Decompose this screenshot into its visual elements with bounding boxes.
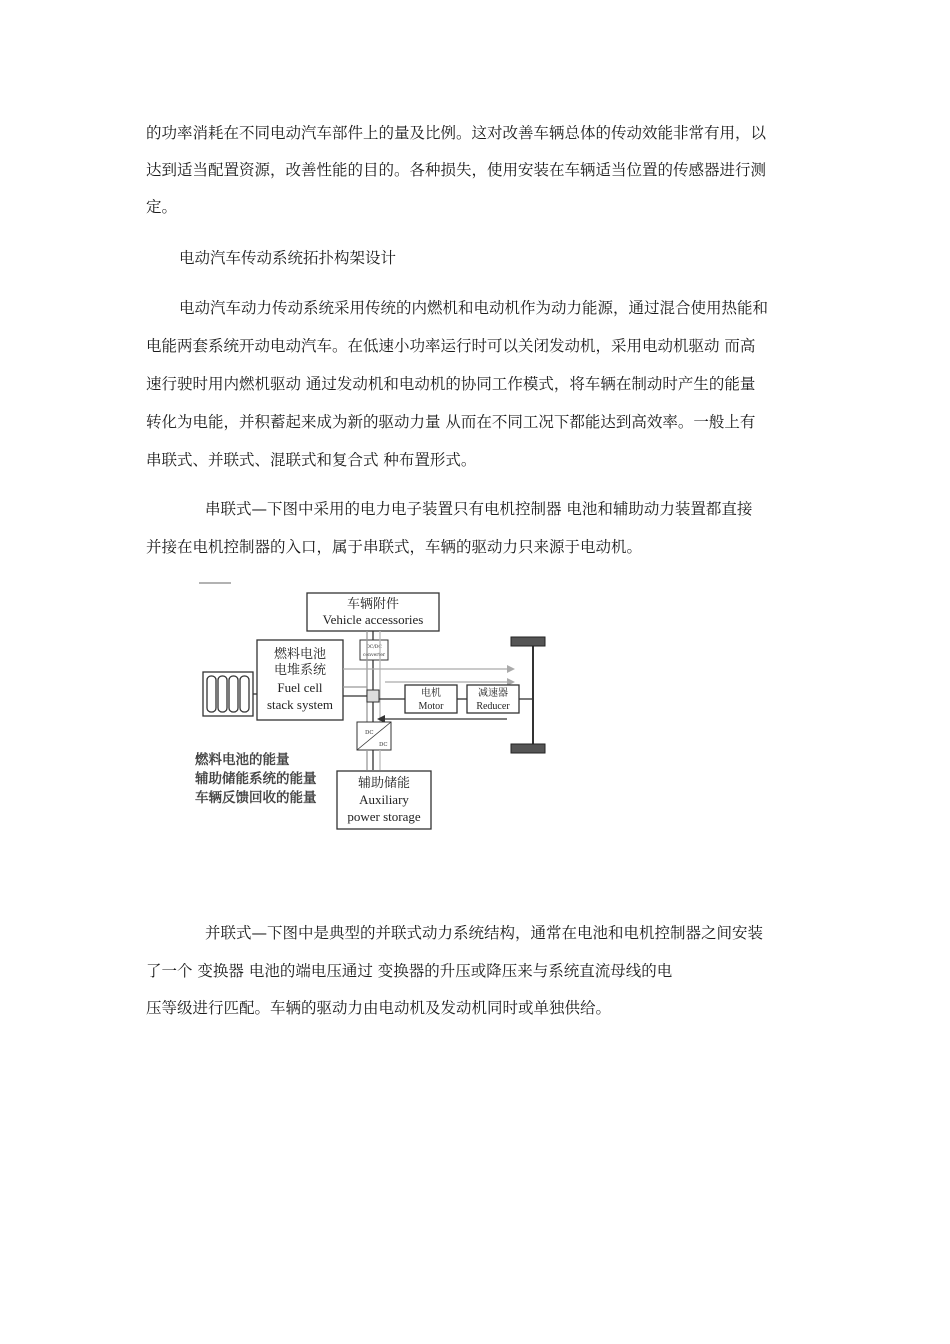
wheel-bottom <box>511 744 545 753</box>
hydrogen-tanks-icon <box>203 672 253 716</box>
paragraph-1-line-1: 的功率消耗在不同电动汽车部件上的量及比例。这对改善车辆总体的传动效能非常有用，以 <box>146 124 767 142</box>
paragraph-1-line-2: 达到适当配置资源，改善性能的目的。各种损失，使用安装在车辆适当位置的传感器进行测 <box>146 161 767 179</box>
fuelcell-en-1: Fuel cell <box>277 680 323 695</box>
diagram-label: DC/DC <box>366 645 382 650</box>
reducer-en: Reducer <box>476 701 510 712</box>
paragraph-3-line-2: 并接在电机控制器的入口，属于串联式，车辆的驱动力只来源于电动机。 <box>146 538 643 556</box>
diagram-label: converter <box>362 653 386 658</box>
paragraph-4-line-2: 了一个 变换器 电池的端电压通过 变换器的升压或降压来与系统直流母线的电 <box>146 962 673 980</box>
fuelcell-cn-2: 电堆系统 <box>273 663 327 678</box>
paragraph-4-line-1: 并联式—下图中是典型的并联式动力系统结构，通常在电池和电机控制器之间安装 <box>205 924 764 942</box>
diagram-legend <box>195 751 317 806</box>
bus-junction <box>367 690 379 702</box>
paragraph-2-line-3: 速行驶时用内燃机驱动 通过发动机和电动机的协同工作模式，将车辆在制动时产生的能量 <box>146 375 756 393</box>
motor-cn: 电机 <box>421 688 441 699</box>
diagram-label: DC <box>379 742 388 748</box>
section-heading: 电动汽车传动系统拓扑构架设计 <box>179 249 397 267</box>
aux-cn: 辅助储能 <box>357 776 411 791</box>
paragraph-1-line-3: 定。 <box>146 198 178 216</box>
accessories-en: Vehicle accessories <box>322 612 424 627</box>
paragraph-2-line-4: 转化为电能，并积蓄起来成为新的驱动力量 从而在不同工况下都能达到高效率。一般上有 <box>146 413 756 431</box>
series-hybrid-diagram <box>195 572 575 842</box>
motor-en: Motor <box>418 701 444 712</box>
accessories-cn: 车辆附件 <box>346 597 400 612</box>
diagram-label: DC <box>365 730 374 736</box>
wheel-top <box>511 637 545 646</box>
fuelcell-cn-1: 燃料电池 <box>273 647 327 662</box>
paragraph-2-line-2: 电能两套系统开动电动汽车。在低速小功率运行时可以关闭发动机，采用电动机驱动 而高 <box>146 337 756 355</box>
fuelcell-en-2: stack system <box>266 697 334 712</box>
paragraph-3-line-1: 串联式—下图中采用的电力电子装置只有电机控制器 电池和辅助动力装置都直接 <box>205 500 753 518</box>
reducer-cn: 减速器 <box>478 688 508 699</box>
legend-item-auxiliary: 辅助储能系统的能量 <box>195 771 317 787</box>
legend-item-regenerative: 车辆反馈回收的能量 <box>195 790 317 806</box>
aux-en-2: power storage <box>347 809 421 824</box>
legend-item-fuelcell: 燃料电池的能量 <box>195 752 290 768</box>
paragraph-2-line-5: 串联式、并联式、混联式和复合式 种布置形式。 <box>146 451 477 469</box>
aux-en-1: Auxiliary <box>359 792 409 807</box>
paragraph-4-line-3: 压等级进行匹配。车辆的驱动力由电动机及发动机同时或单独供给。 <box>146 999 612 1017</box>
paragraph-2-line-1: 电动汽车动力传动系统采用传统的内燃机和电动机作为动力能源，通过混合使用热能和 <box>179 299 769 317</box>
